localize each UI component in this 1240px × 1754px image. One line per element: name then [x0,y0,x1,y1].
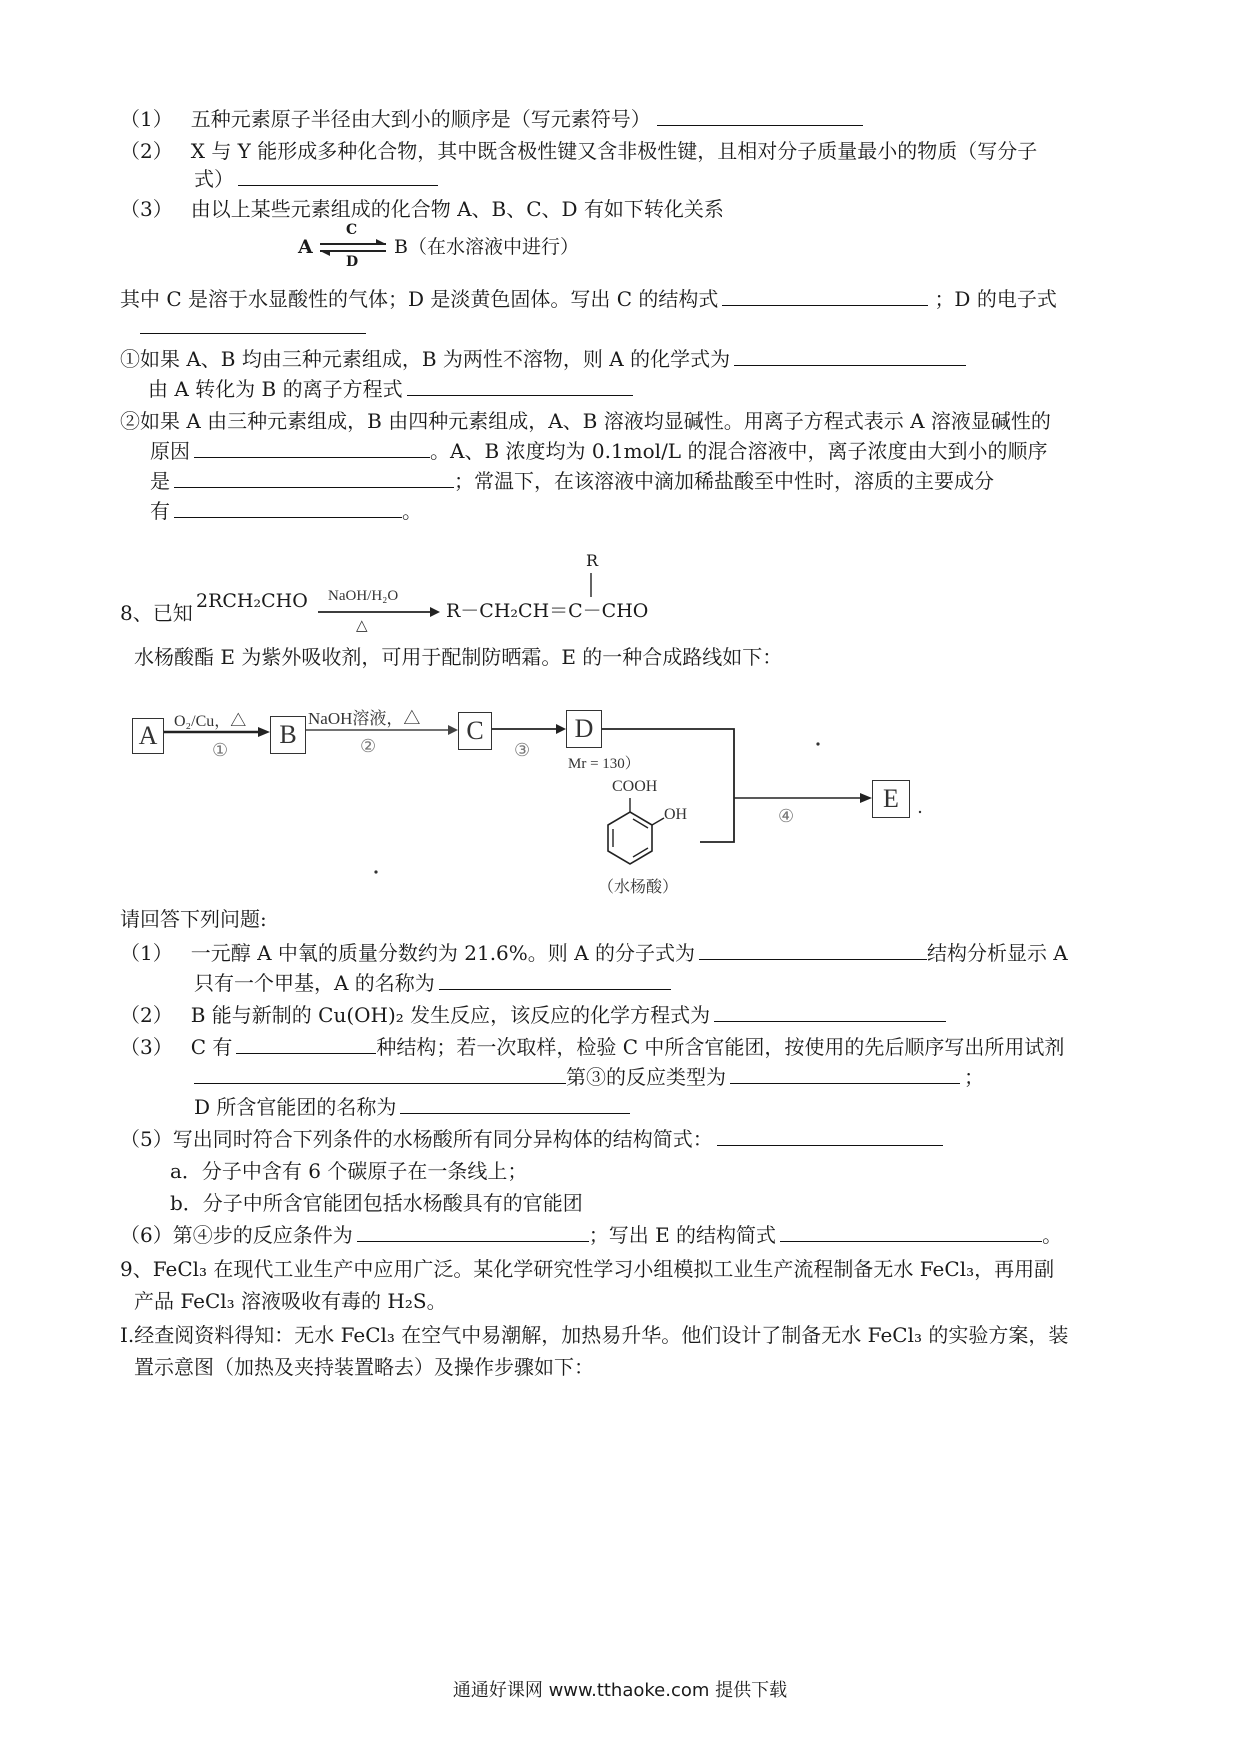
route-box-a: A [132,718,164,754]
scheme-d: D [346,254,359,270]
q8-p3: （3） C 有 种结构；若一次取样，检验 C 中所含官能团，按使用的先后顺序写出所用试剂 [120,1035,1065,1059]
step2-condition: NaOH溶液，△ [308,709,421,728]
answer-blank[interactable] [174,497,402,518]
salicylic-label: （水杨酸） [598,879,679,896]
answer-blank[interactable] [439,969,671,990]
q9-line4: 置示意图（加热及夹持装置略去）及操作步骤如下： [134,1355,594,1379]
answer-blank[interactable] [714,1001,946,1022]
q7-sub2-cont2: 是 ；常温下，在该溶液中滴加稀盐酸至中性时，溶质的主要成分 [150,469,994,493]
answer-blank[interactable] [236,1033,376,1054]
step2-number: ② [360,736,377,756]
d-molar-mass: Mr = 130） [568,756,640,772]
eq-left: 2RCH₂CHO [196,590,308,612]
step3-number: ③ [514,740,531,760]
route-box-d: D [566,710,602,748]
answer-blank[interactable] [238,165,438,186]
q7-item3: （3） 由以上某些元素组成的化合物 A、B、C、D 有如下转化关系 [120,197,724,221]
answer-blank[interactable] [140,313,366,334]
route-box-e: E [872,780,910,818]
q7-item1: （1） 五种元素原子半径由大到小的顺序是（写元素符号） [120,104,863,134]
scheme-c: C [346,222,358,238]
salicylic-cooh: COOH [612,778,658,795]
q9-line2: 产品 FeCl₃ 溶液吸收有毒的 H₂S。 [134,1289,447,1313]
answer-blank[interactable] [194,437,430,458]
q7-item2: （2） X 与 Y 能形成多种化合物，其中既含极性键又含非极性键，且相对分子质量最小的物质（写分子 [120,139,1038,163]
q7-sub2-cont3: 有 。 [150,499,422,523]
salicylic-oh: OH [664,806,688,823]
q8-p3-cont: 第③的反应类型为 ； [194,1062,984,1092]
answer-blank[interactable] [407,375,633,396]
q7-item2-cont: 式） [194,164,438,194]
answer-blank[interactable] [734,345,966,366]
step4-number: ④ [778,806,795,826]
eq-r-substituent: R [586,551,599,570]
eq-cond-top: NaOH/H₂O [328,588,399,604]
q8-p5-a: a．分子中含有 6 个碳原子在一条线上； [170,1159,528,1183]
answer-blank[interactable] [174,467,454,488]
q7-sub1: ①如果 A、B 均由三种元素组成，B 为两性不溶物，则 A 的化学式为 [120,344,966,374]
route-box-c: C [458,712,492,750]
q8-p3-cont2: D 所含官能团的名称为 [194,1092,630,1122]
answer-blank[interactable] [657,105,863,126]
answer-blank[interactable] [400,1093,630,1114]
answer-blank[interactable] [194,1063,566,1084]
q9-line1: 9、FeCl₃ 在现代工业生产中应用广泛。某化学研究性学习小组模拟工业生产流程制备无水 FeCl₃，再用副 [120,1257,1055,1281]
eq-cond-bottom: △ [356,618,368,634]
q8-p5-b: b．分子中所含官能团包括水杨酸具有的官能团 [170,1191,583,1215]
q8-known: 8、已知 [120,601,193,625]
q8-p1: （1） 一元醇 A 中氧的质量分数约为 21.6%。则 A 的分子式为 结构分析显示 A [120,941,1068,965]
step1-number: ① [212,740,229,760]
q8-p2: （2） B 能与新制的 Cu(OH)₂ 发生反应，该反应的化学方程式为 [120,1000,946,1030]
q7-sub2-cont1: 原因 。A、B 浓度均为 0.1mol/L 的混合溶液中，离子浓度由大到小的顺序 [150,439,1048,463]
route-box-b: B [270,716,306,754]
answer-blank[interactable] [730,1063,960,1084]
q7-cd-line2 [140,312,366,342]
answer-blank[interactable] [722,285,928,306]
page-footer: 通通好课网 www.tthaoke.com 提供下载 [452,1680,788,1701]
answer-blank[interactable] [717,1125,943,1146]
scheme-b: B（在水溶液中进行） [394,236,579,258]
q8-p6: （6）第④步的反应条件为 ；写出 E 的结构简式 。 [120,1223,1063,1247]
q9-line3: I.经查阅资料得知：无水 FeCl₃ 在空气中易潮解，加热易升华。他们设计了制备无水 FeCl₃ 的实验方案，装 [120,1323,1069,1347]
q8-p1-cont: 只有一个甲基，A 的名称为 [194,968,671,998]
q8-ask: 请回答下列问题: [120,907,267,931]
answer-blank[interactable] [699,939,927,960]
eq-right: R－CH₂CH＝C－CHO [446,600,649,622]
step1-condition: O₂/Cu，△ [174,713,247,730]
q7-sub2: ②如果 A 由三种元素组成，B 由四种元素组成，A、B 溶液均显碱性。用离子方程式表示 A 溶液显碱性的 [120,409,1051,433]
answer-blank[interactable] [780,1221,1042,1242]
answer-blank[interactable] [357,1221,589,1242]
q8-p5: （5）写出同时符合下列条件的水杨酸所有同分异构体的结构简式： [120,1124,943,1154]
q7-cd-line: 其中 C 是溶于水显酸性的气体；D 是淡黄色固体。写出 C 的结构式 ；D 的电子式 [120,287,1057,311]
q7-sub1-cont: 由 A 转化为 B 的离子方程式 [148,374,633,404]
q8-intro: 水杨酸酯 E 为紫外吸收剂，可用于配制防晒霜。E 的一种合成路线如下： [134,645,783,669]
scheme-a: A [298,236,313,258]
